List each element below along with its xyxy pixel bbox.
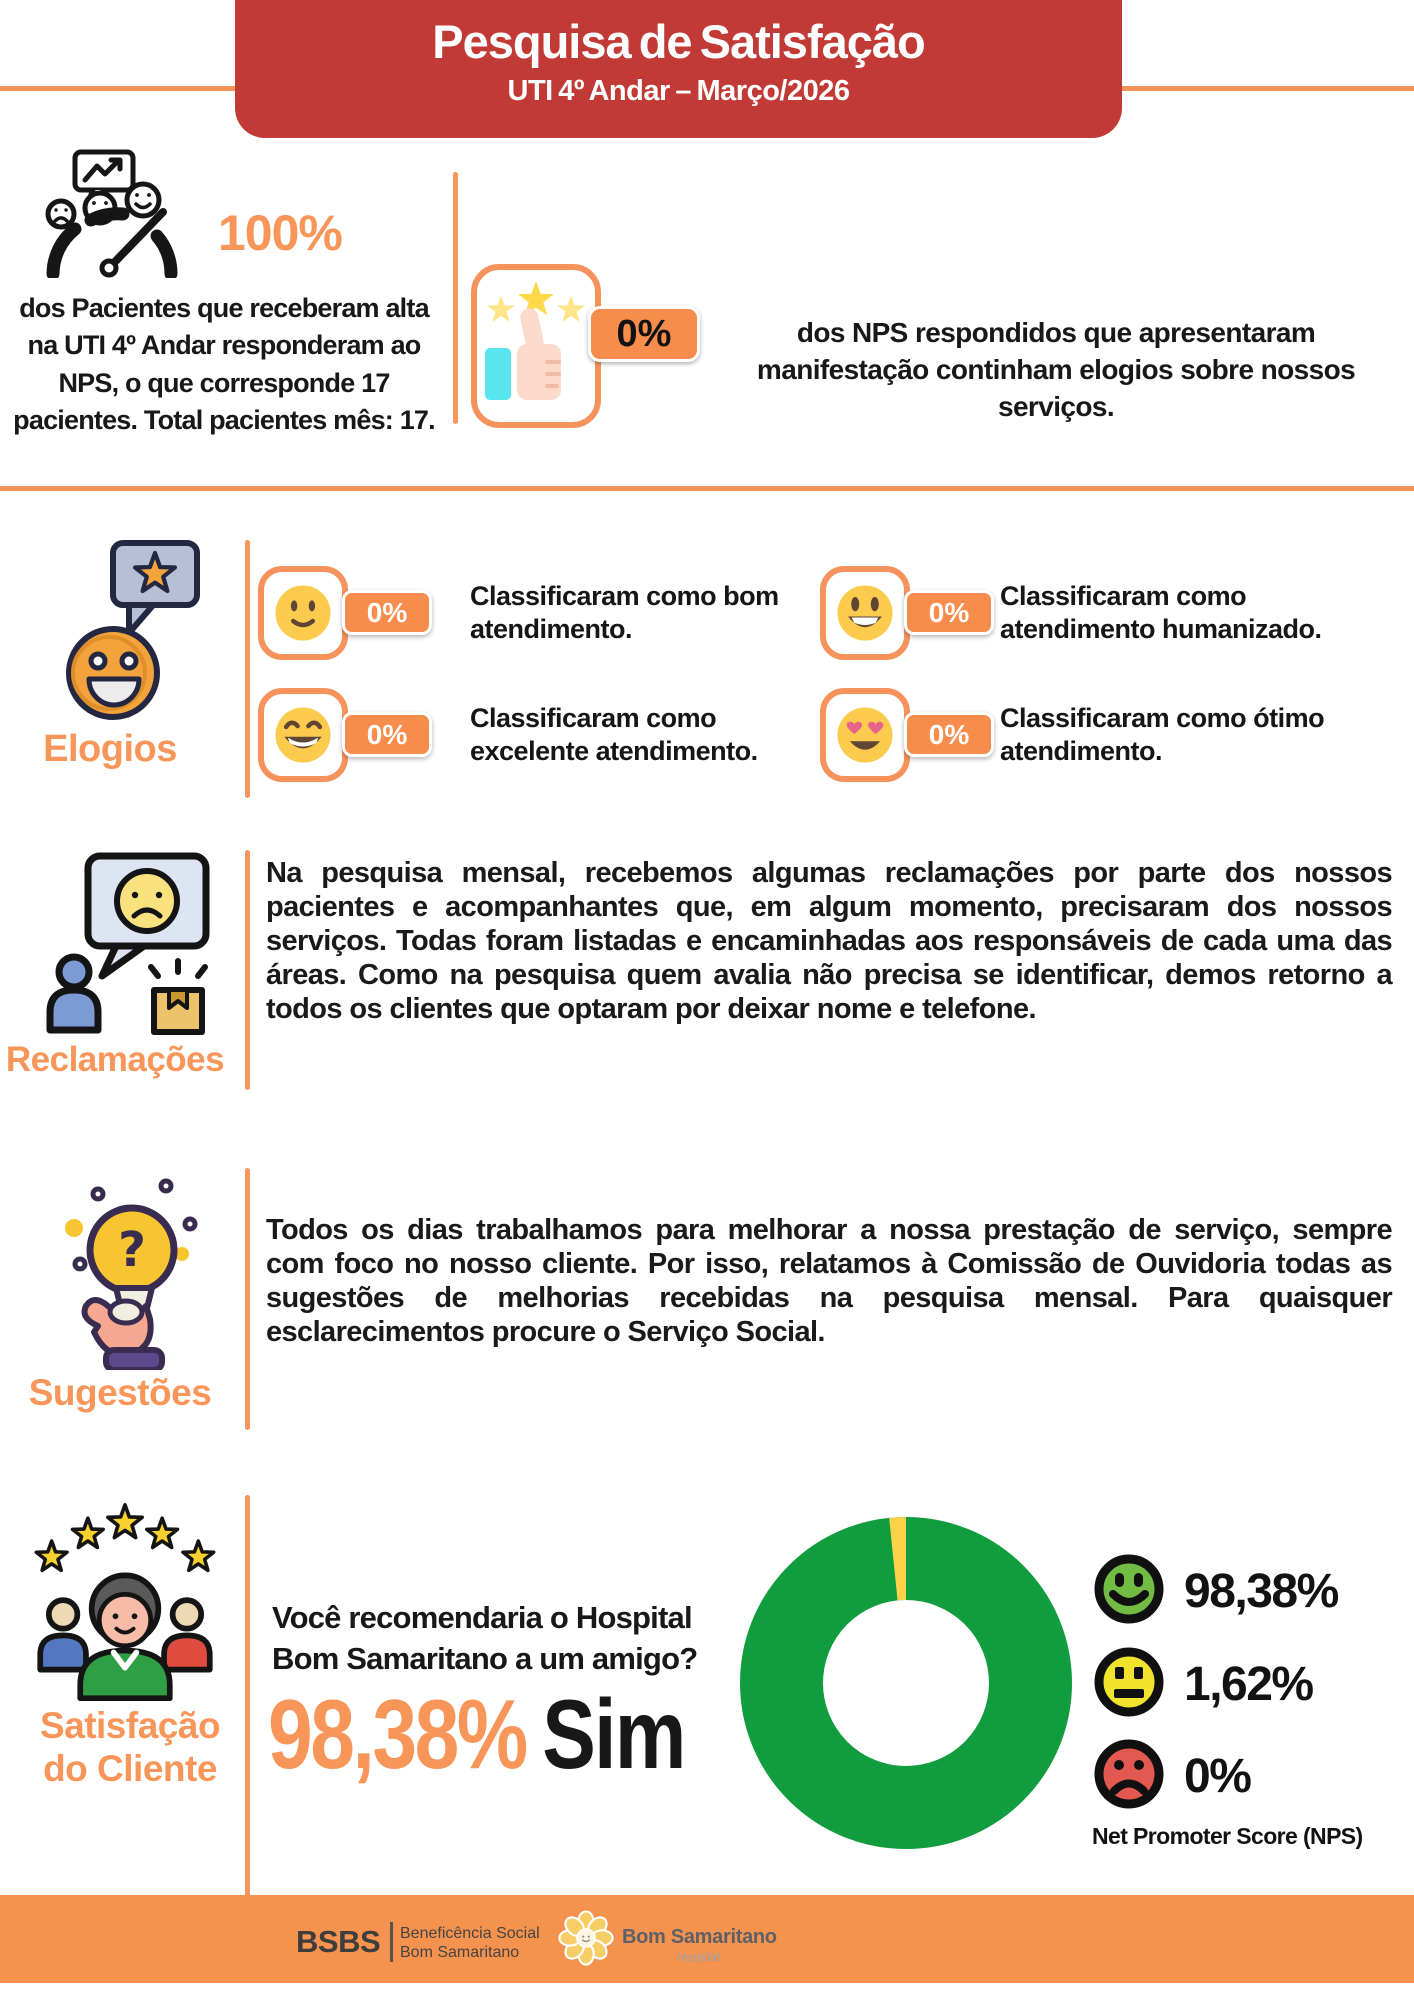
nps-donut-chart bbox=[740, 1517, 1072, 1849]
divider bbox=[245, 850, 250, 1090]
divider bbox=[245, 540, 250, 798]
recommend-answer-word: Sim bbox=[542, 1679, 685, 1789]
bsbs-org-line2: Bom Samaritano bbox=[400, 1944, 520, 1962]
legend-value-detractor: 0% bbox=[1184, 1749, 1251, 1803]
bsbs-org-name bbox=[400, 1924, 540, 1962]
neutral-face-icon bbox=[1092, 1645, 1166, 1719]
slightly-smiling-emoji bbox=[258, 566, 348, 660]
elogio-text: Classificaram como excelente atendimento. bbox=[470, 703, 758, 766]
bom-samaritano-logo-subtitle: Hospital bbox=[676, 1950, 720, 1964]
slightly-smiling-emoji-glyph bbox=[271, 581, 335, 645]
legend-value-neutral: 1,62% bbox=[1184, 1657, 1313, 1711]
big-smile-emoji-glyph bbox=[833, 581, 897, 645]
recommend-question: Você recomendaria o Hospital Bom Samaritano a um amigo? bbox=[272, 1600, 698, 1676]
elogio-badge: 0% bbox=[904, 590, 994, 635]
nps-gauge-icon bbox=[45, 148, 180, 278]
bsbs-org-line1: Beneficência Social bbox=[400, 1925, 540, 1942]
nps-elogios-badge: 0% bbox=[588, 306, 700, 362]
elogio-badge: 0% bbox=[342, 590, 432, 635]
recommend-answer-value: 98,38% bbox=[268, 1679, 526, 1789]
legend-value-promoter: 98,38% bbox=[1184, 1564, 1338, 1618]
smiley-coin-speech-bubble-icon bbox=[55, 535, 205, 720]
page-title: Pesquisa de Satisfação bbox=[432, 15, 925, 68]
sad-face-icon bbox=[1092, 1737, 1166, 1811]
section-divider-line bbox=[0, 486, 1414, 491]
divider bbox=[245, 1168, 250, 1430]
nps-donut-svg bbox=[740, 1517, 1072, 1849]
divider bbox=[245, 1495, 250, 1930]
flower-logo bbox=[558, 1910, 614, 1966]
elogios-label: Elogios bbox=[43, 728, 177, 770]
svg-text:?: ? bbox=[118, 1222, 146, 1278]
bsbs-logo-text: BSBS bbox=[296, 1924, 381, 1959]
bom-samaritano-logo-text: Bom Samaritano bbox=[622, 1926, 777, 1948]
nps-elogios-description: dos NPS respondidos que apresentaram manifestação continham elogios sobre nossos serviços. bbox=[756, 317, 1356, 423]
elogio-text: Classificaram como atendimento humanizado. bbox=[1000, 581, 1322, 644]
nps-caption: Net Promoter Score (NPS) bbox=[1092, 1823, 1363, 1849]
heart-eyes-emoji-glyph bbox=[833, 703, 897, 767]
response-rate-description: dos Pacientes que receberam alta na UTI 4º Andar responderam ao NPS, o que corresponde 17 pacientes. Total pacientes mês: 17. bbox=[13, 293, 435, 435]
recommend-answer bbox=[268, 1678, 776, 1791]
customer-stars-icon bbox=[25, 1502, 225, 1702]
thumbs-up-stars-icon bbox=[471, 264, 601, 428]
elogio-badge: 0% bbox=[904, 712, 994, 757]
grinning-emoji-glyph bbox=[271, 703, 335, 767]
reclamacoes-text: Na pesquisa mensal, recebemos algumas reclamações por parte dos nossos pacientes e acompanhantes que, em algum momento, precisaram dos nossos serviços. Todas foram listadas e encaminhadas aos responsáveis de cada uma das áreas. Como na pesquisa quem avalia não precisa se identificar, demos retorno a todos os clientes que optaram por deixar nome e telefone. bbox=[266, 857, 1392, 1025]
divider bbox=[453, 172, 458, 424]
header-banner bbox=[235, 0, 1122, 138]
elogio-badge: 0% bbox=[342, 712, 432, 757]
thumbs-up-stars-glyph bbox=[477, 272, 595, 420]
elogio-text: Classificaram como ótimo atendimento. bbox=[1000, 703, 1325, 766]
sugestoes-text: Todos os dias trabalhamos para melhorar a nossa prestação de serviço, sempre com foco no nosso cliente. Por isso, relatamos à Comissão de Ouvidoria todas as sugestões de melhorias recebidas na pesquisa mensal. Para quaisquer esclarecimentos procure o Serviço Social. bbox=[266, 1214, 1392, 1348]
page-subtitle: UTI 4º Andar – Março/2026 bbox=[507, 75, 850, 107]
big-smile-emoji bbox=[820, 566, 910, 660]
reclamacoes-label: Reclamações bbox=[5, 1040, 225, 1079]
footer-logo-divider bbox=[390, 1922, 393, 1962]
sugestoes-label: Sugestões bbox=[28, 1372, 212, 1413]
elogio-text: Classificaram como bom atendimento. bbox=[470, 581, 779, 644]
happy-face-icon bbox=[1092, 1552, 1166, 1626]
complaint-person-icon bbox=[38, 852, 213, 1037]
nps-donut-slice-promoter bbox=[782, 1559, 1031, 1808]
grinning-emoji bbox=[258, 688, 348, 782]
heart-eyes-emoji bbox=[820, 688, 910, 782]
response-rate-value: 100% bbox=[218, 205, 342, 261]
idea-bulb-hand-icon bbox=[60, 1172, 200, 1370]
satisfacao-label: Satisfação do Cliente bbox=[39, 1705, 221, 1789]
